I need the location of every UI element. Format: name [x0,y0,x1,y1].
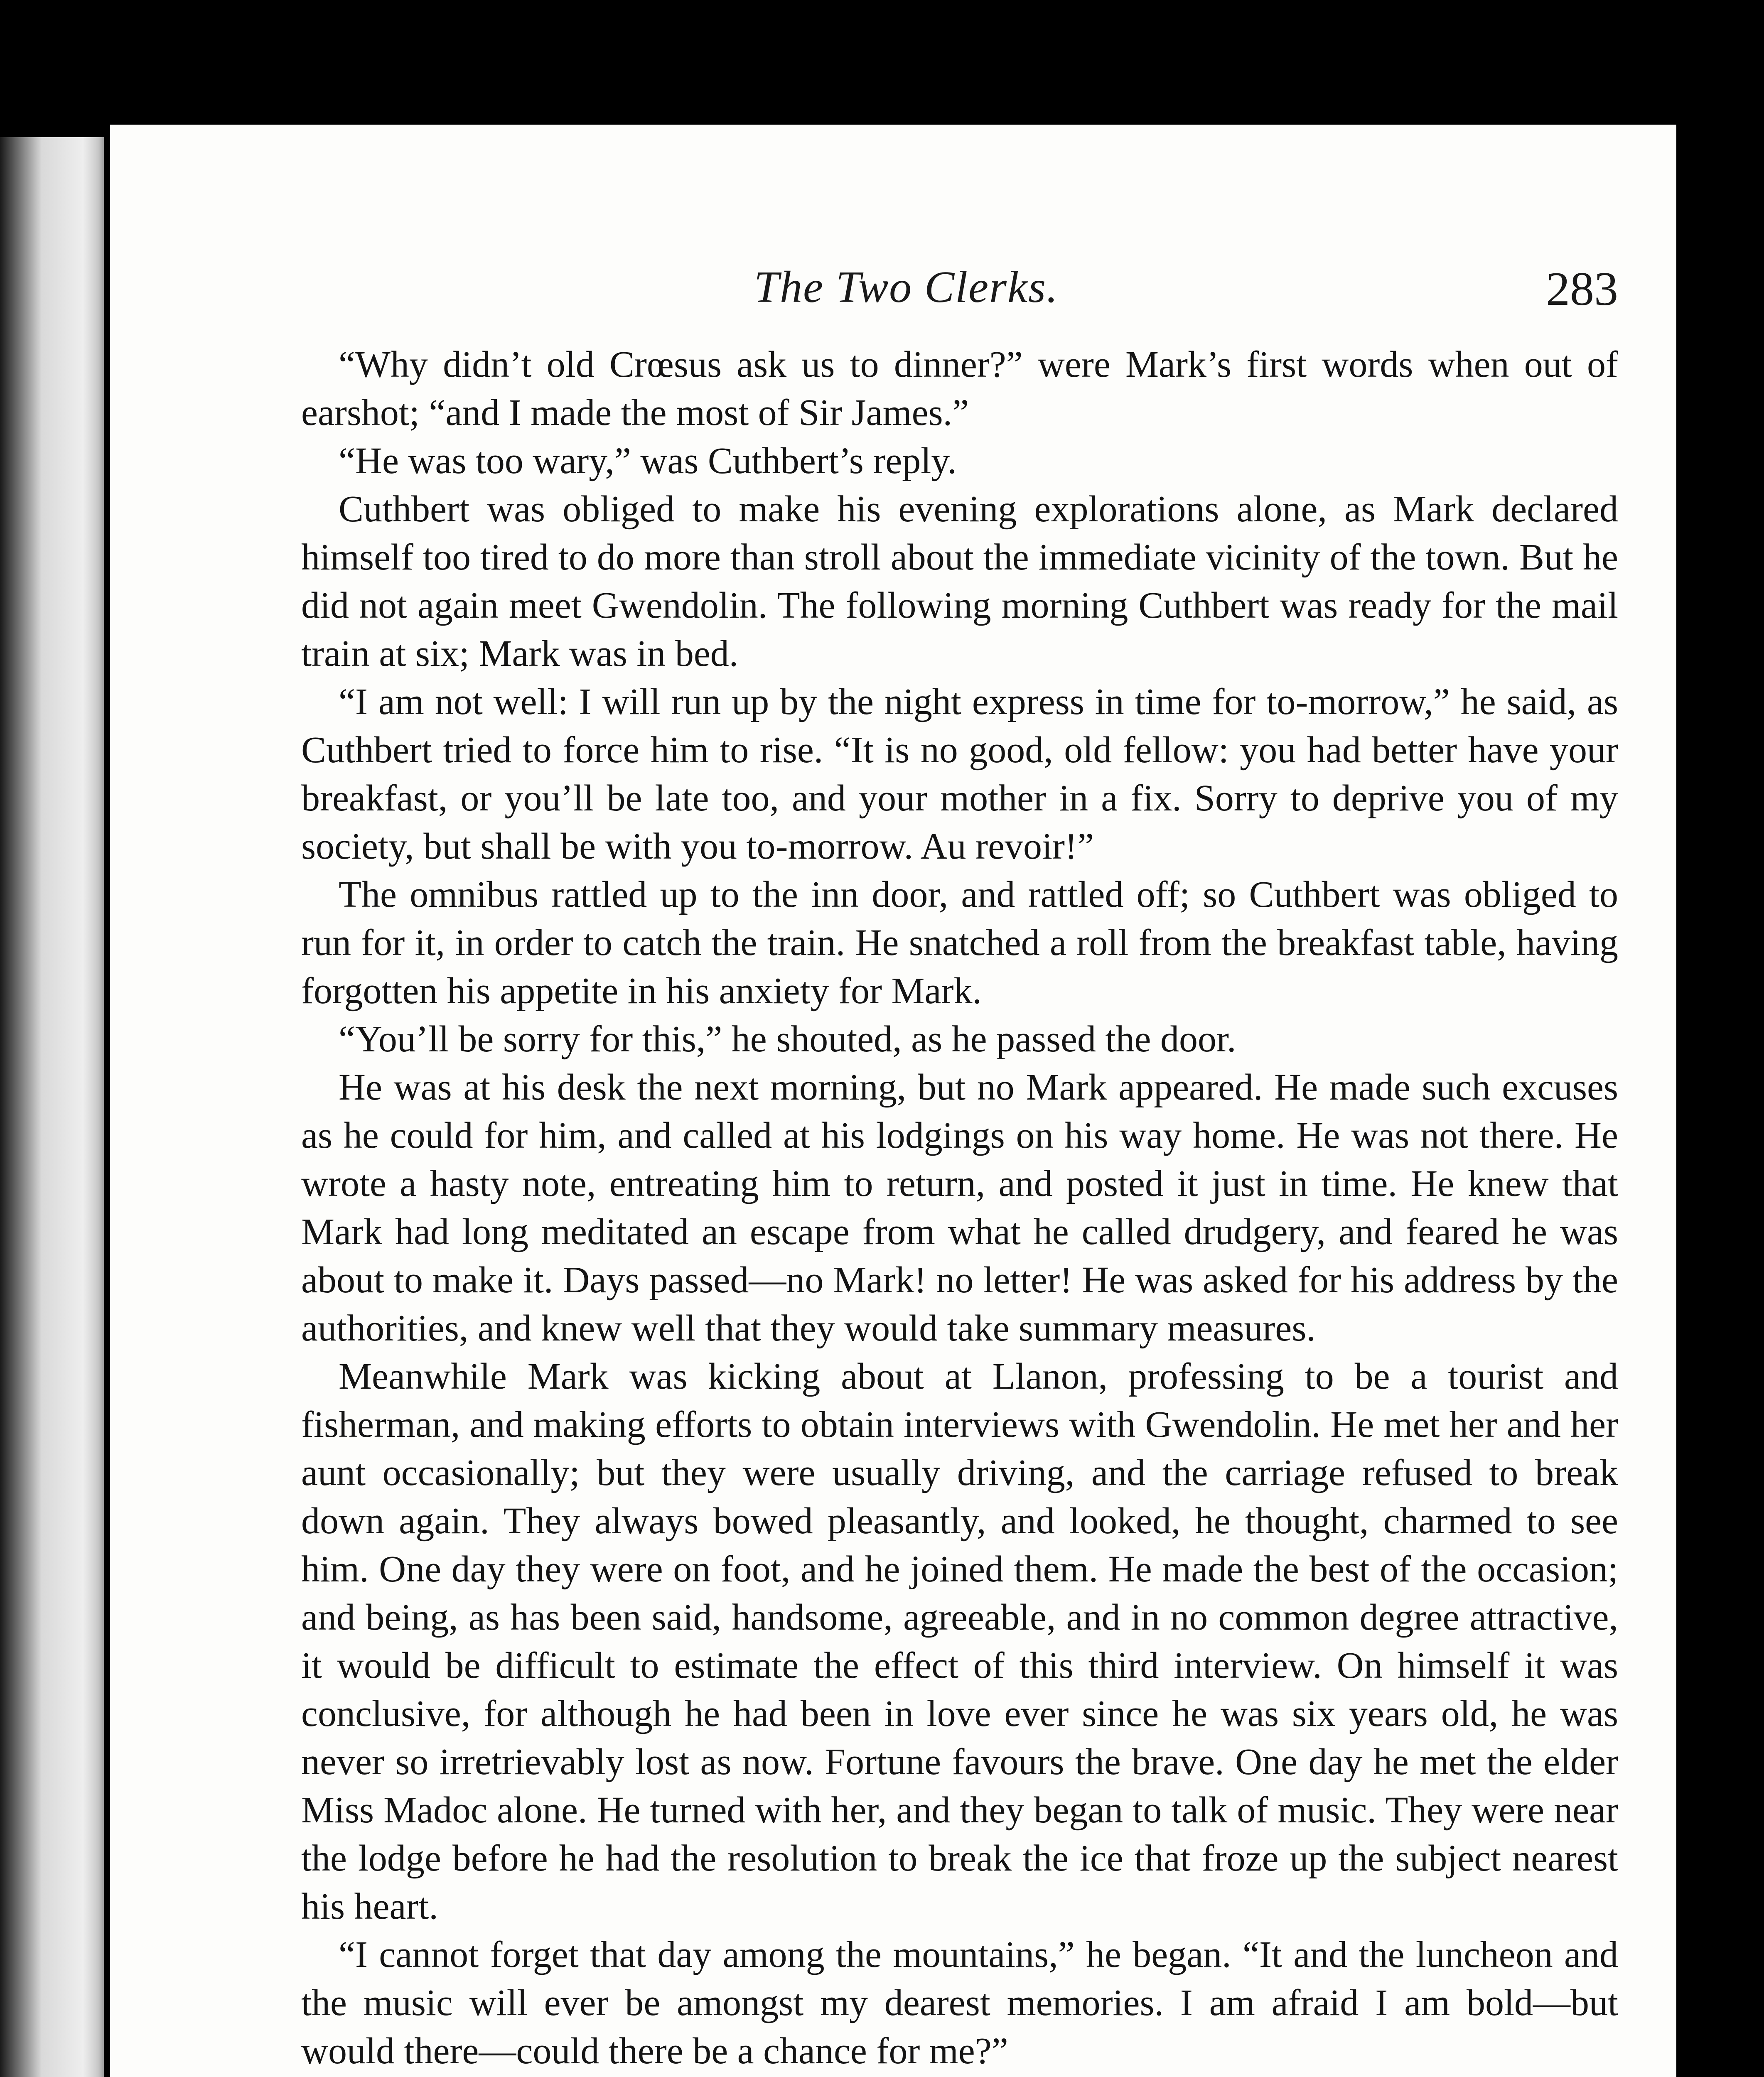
paragraph: “He was too wary,” was Cuthbert’s reply. [339,440,957,481]
paragraph: He was at his desk the next morning, but no Mark appeared. He made such excuses as he could for him, and called at his lodgings on his way home. He was not there. He wrote a hasty note, entreating him to return, and posted it just in time. He knew that Mark had long meditated an escape from what he called drudgery, and feared he was about to make it. Days passed—no Mark! no letter! He was asked for his address by the authorities, and knew well that they would take summary measures. [301,1067,1618,1349]
paragraph: Meanwhile Mark was kicking about at Llanon, professing to be a tourist and fisherman, and making efforts to obtain interviews with Gwendolin. He met her and her aunt occasionally; but they were usually driving, and the carriage refused to break down again. They always bowed pleasantly, and looked, he thought, charmed to see him. One day they were on foot, and he joined them. He made the best of the occasion; and being, as has been said, handsome, agreeable, and in no common degree attractive, it would be difficult to estimate the effect of this third interview. On himself it was conclusive, for although he had been in love ever since he was six years old, he was never so irretrievably lost as now. Fortune favours the brave. One day he met the elder Miss Madoc alone. He turned with her, and they began to talk of music. They were near the lodge before he had the resolution to break the ice that froze up the subject nearest his heart. [301,1356,1618,1927]
paragraph: “I am not well: I will run up by the night express in time for to-morrow,” he said, as Cuthbert tried to force him to rise. “It is no good, old fellow: you had better have your breakfast, or you’ll be late too, and your mother in a fix. Sorry to deprive you of my society, but shall be with you to-morrow. Au revoir!” [301,681,1618,867]
paragraph: “Why didn’t old Crœsus ask us to dinner?” were Mark’s first words when out of earshot; “and I made the most of Sir James.” [301,344,1618,433]
body-text [301,341,1618,2077]
page-number: 283 [1546,263,1618,316]
book-page [110,125,1676,2077]
paragraph: “I cannot forget that day among the mountains,” he began. “It and the luncheon and the music will ever be amongst my dearest memories. I am afraid I am bold—but would there—could there be a chance for me?” [301,1934,1618,2072]
running-title: The Two Clerks. [754,263,1059,312]
previous-page-edge [0,137,104,2077]
paragraph: Cuthbert was obliged to make his evening explorations alone, as Mark declared himself too tired to do more than stroll about the immediate vicinity of the town. But he did not again meet Gwendolin. The following morning Cuthbert was ready for the mail train at six; Mark was in bed. [301,489,1618,674]
paragraph: The omnibus rattled up to the inn door, and rattled off; so Cuthbert was obliged to run for it, in order to catch the train. He snatched a roll from the breakfast table, having forgotten his appetite in his anxiety for Mark. [301,874,1618,1011]
paragraph [301,2075,1618,2077]
paragraph: “You’ll be sorry for this,” he shouted, as he passed the door. [339,1019,1236,1060]
page-header [110,262,1676,324]
